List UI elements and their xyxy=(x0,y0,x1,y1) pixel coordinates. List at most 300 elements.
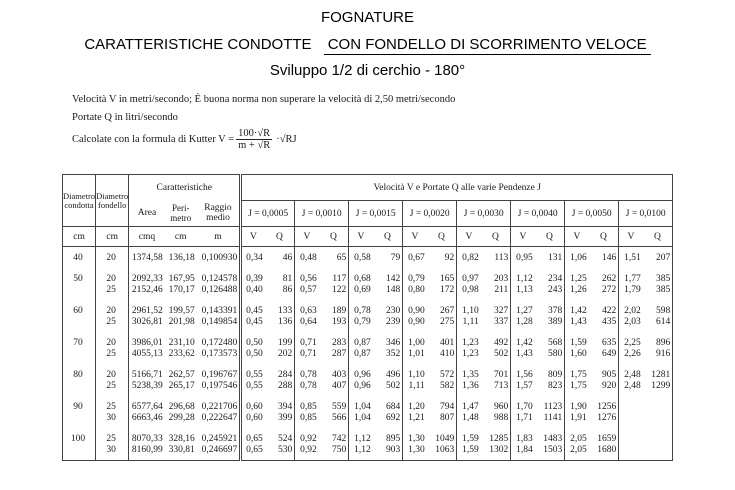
cell-velocita: 0,45 xyxy=(246,306,263,316)
cell-velocita: 2,03 xyxy=(624,317,641,327)
cell-portata: 1302 xyxy=(489,445,509,455)
header-v: V xyxy=(241,227,265,247)
cell-velocita: 0,85 xyxy=(300,413,317,423)
cell-diametro: 90 xyxy=(73,402,83,412)
cell-portata: 701 xyxy=(493,370,509,380)
cell-velocita: 1,71 xyxy=(516,413,533,423)
cell-velocita: 1,25 xyxy=(570,274,587,284)
unit-cmq: cmq xyxy=(129,227,165,247)
cell-velocita: 1,42 xyxy=(570,306,587,316)
cell-portata: 352 xyxy=(385,349,401,359)
unit-cm: cm xyxy=(63,227,96,247)
cell-portata: 275 xyxy=(439,317,455,327)
cell-perimetro: 233,62 xyxy=(168,349,195,359)
cell-perimetro: 170,17 xyxy=(168,285,195,295)
cell-velocita: 0,96 xyxy=(354,381,371,391)
cell-velocita: 0,98 xyxy=(462,285,479,295)
cell-portata: 988 xyxy=(493,413,509,423)
cell-raggio: 0,222647 xyxy=(201,413,238,423)
cell-portata: 172 xyxy=(439,285,455,295)
cell-perimetro: 136,18 xyxy=(168,253,195,263)
cell-velocita: 0,79 xyxy=(354,317,371,327)
cell-portata: 807 xyxy=(439,413,455,423)
cell-portata: 189 xyxy=(331,306,347,316)
cell-raggio: 0,196767 xyxy=(201,370,238,380)
subtitle-left: CARATTERISTICHE CONDOTTE xyxy=(84,36,312,53)
cell-portata: 165 xyxy=(439,274,455,284)
cell-portata: 895 xyxy=(385,434,401,444)
cell-velocita: 0,87 xyxy=(354,349,371,359)
cell-velocita: 0,95 xyxy=(516,253,533,263)
formula-tail: ·√RJ xyxy=(276,134,297,145)
cell-portata: 435 xyxy=(601,317,617,327)
cell-portata: 524 xyxy=(277,434,293,444)
cell-area: 8070,33 xyxy=(131,434,163,444)
cell-raggio: 0,173573 xyxy=(201,349,238,359)
cell-raggio: 0,124578 xyxy=(201,274,238,284)
table-row xyxy=(63,364,673,396)
cell-velocita: 1,83 xyxy=(516,434,533,444)
cell-area: 5166,71 xyxy=(131,370,163,380)
subtitle-right: CON FONDELLO DI SCORRIMENTO VELOCE xyxy=(324,36,651,55)
cell-velocita: 0,78 xyxy=(300,370,317,380)
cell-fondello: 30 xyxy=(106,445,116,455)
cell-portata: 117 xyxy=(332,274,347,284)
header-v: V xyxy=(457,227,481,247)
cell-diametro: 40 xyxy=(73,253,83,263)
cell-area: 4055,13 xyxy=(131,349,163,359)
cell-velocita: 0,57 xyxy=(300,285,317,295)
cell-portata: 142 xyxy=(385,274,401,284)
cell-portata: 598 xyxy=(655,306,671,316)
cell-diametro: 80 xyxy=(73,370,83,380)
cell-velocita: 1,59 xyxy=(462,434,479,444)
cell-portata: 568 xyxy=(547,338,563,348)
header-perimetro: Peri-metro xyxy=(165,201,197,227)
cell-velocita: 1,42 xyxy=(516,338,533,348)
cell-velocita: 1,13 xyxy=(516,285,533,295)
cell-raggio: 0,149854 xyxy=(201,317,238,327)
cell-velocita: 0,39 xyxy=(246,274,263,284)
cell-portata: 502 xyxy=(493,349,509,359)
cell-velocita: 1,23 xyxy=(462,349,479,359)
page-subtitle-2: Sviluppo 1/2 di cerchio - 180° xyxy=(269,62,466,79)
table-row xyxy=(63,396,673,428)
cell-velocita: 0,71 xyxy=(300,338,317,348)
cell-portata: 905 xyxy=(601,370,617,380)
cell-velocita: 1,36 xyxy=(462,381,479,391)
cell-portata: 346 xyxy=(385,338,401,348)
cell-portata: 230 xyxy=(385,306,401,316)
cell-velocita: 1,00 xyxy=(408,338,425,348)
cell-velocita: 1,27 xyxy=(516,306,533,316)
cell-raggio: 0,172480 xyxy=(201,338,238,348)
cell-velocita: 1,57 xyxy=(516,381,533,391)
cell-portata: 46 xyxy=(282,253,293,263)
header-q: Q xyxy=(319,227,349,247)
cell-velocita: 1,90 xyxy=(570,402,587,412)
cell-portata: 903 xyxy=(385,445,401,455)
cell-velocita: 0,79 xyxy=(408,274,425,284)
cell-velocita: 1,10 xyxy=(462,306,479,316)
cell-portata: 1123 xyxy=(543,402,563,412)
header-raggio: Raggio medio xyxy=(197,201,241,227)
cell-velocita: 1,77 xyxy=(624,274,641,284)
header-slope: J = 0,0050 xyxy=(565,201,619,227)
cell-area: 6577,64 xyxy=(131,402,163,412)
cell-velocita: 1,06 xyxy=(570,253,587,263)
page-subtitle xyxy=(0,36,735,53)
cell-portata: 234 xyxy=(547,274,563,284)
cell-velocita: 1,11 xyxy=(408,381,425,391)
cell-fondello: 20 xyxy=(106,306,116,316)
cell-portata: 267 xyxy=(439,306,455,316)
header-slope: J = 0,0010 xyxy=(295,201,349,227)
cell-velocita: 0,78 xyxy=(300,381,317,391)
cell-portata: 1659 xyxy=(597,434,617,444)
cell-velocita: 1,56 xyxy=(516,370,533,380)
cell-velocita: 1,30 xyxy=(408,434,425,444)
unit-perimeter: cm xyxy=(165,227,197,247)
formula-prefix: Calcolate con la formula di Kutter V = xyxy=(72,134,235,145)
cell-portata: 410 xyxy=(439,349,455,359)
cell-portata: 243 xyxy=(547,285,563,295)
cell-portata: 122 xyxy=(331,285,347,295)
cell-fondello: 20 xyxy=(106,274,116,284)
cell-velocita: 1,35 xyxy=(462,370,479,380)
cell-portata: 146 xyxy=(601,253,617,263)
note-formula xyxy=(72,128,297,151)
cell-portata: 684 xyxy=(385,402,401,412)
cell-velocita: 2,48 xyxy=(624,381,641,391)
cell-fondello: 25 xyxy=(106,402,116,412)
cell-raggio: 0,126488 xyxy=(201,285,238,295)
cell-portata: 1276 xyxy=(597,413,617,423)
cell-velocita: 0,80 xyxy=(408,285,425,295)
cell-velocita: 0,78 xyxy=(354,306,371,316)
cell-raggio: 0,246697 xyxy=(201,445,238,455)
cell-portata: 81 xyxy=(282,274,293,284)
cell-fondello: 20 xyxy=(106,370,116,380)
cell-portata: 327 xyxy=(493,306,509,316)
header-caratteristiche: Caratteristiche xyxy=(129,175,241,201)
table-row xyxy=(63,332,673,364)
formula-fraction xyxy=(236,128,272,151)
cell-portata: 92 xyxy=(444,253,455,263)
cell-velocita: 0,97 xyxy=(462,274,479,284)
cell-area: 1374,58 xyxy=(131,253,163,263)
cell-portata: 399 xyxy=(277,413,293,423)
cell-velocita: 2,48 xyxy=(624,370,641,380)
cell-velocita: 1,48 xyxy=(462,413,479,423)
cell-fondello: 25 xyxy=(106,285,116,295)
unit-cm-fondello: cm xyxy=(96,227,129,247)
cell-area: 6663,46 xyxy=(131,413,163,423)
cell-area: 3986,01 xyxy=(131,338,163,348)
cell-portata: 1256 xyxy=(597,402,617,412)
header-slope: J = 0,0030 xyxy=(457,201,511,227)
cell-portata: 809 xyxy=(547,370,563,380)
cell-velocita: 1,84 xyxy=(516,445,533,455)
header-q: Q xyxy=(373,227,403,247)
table-row xyxy=(63,268,673,300)
cell-perimetro: 296,68 xyxy=(168,402,195,412)
header-slope: J = 0,0015 xyxy=(349,201,403,227)
cell-velocita: 1,70 xyxy=(516,402,533,412)
cell-portata: 496 xyxy=(385,370,401,380)
header-q: Q xyxy=(643,227,673,247)
cell-velocita: 0,90 xyxy=(408,317,425,327)
cell-portata: 199 xyxy=(277,338,293,348)
cell-portata: 794 xyxy=(439,402,455,412)
header-slope: J = 0,0005 xyxy=(241,201,295,227)
cell-portata: 136 xyxy=(277,317,293,327)
cell-portata: 131 xyxy=(547,253,563,263)
cell-velocita: 0,58 xyxy=(354,253,371,263)
cell-portata: 614 xyxy=(655,317,671,327)
cell-diametro: 60 xyxy=(73,306,83,316)
cell-portata: 272 xyxy=(601,285,617,295)
cell-velocita: 0,34 xyxy=(246,253,263,263)
cell-perimetro: 201,98 xyxy=(168,317,195,327)
cell-velocita: 1,12 xyxy=(516,274,533,284)
cell-raggio: 0,143391 xyxy=(201,306,238,316)
cell-diametro: 100 xyxy=(70,434,86,444)
cell-velocita: 1,12 xyxy=(354,434,371,444)
cell-area: 8160,99 xyxy=(131,445,163,455)
cell-velocita: 1,47 xyxy=(462,402,479,412)
cell-portata: 502 xyxy=(385,381,401,391)
cell-velocita: 0,82 xyxy=(462,253,479,263)
cell-raggio: 0,100930 xyxy=(201,253,238,263)
cell-portata: 649 xyxy=(601,349,617,359)
header-diam-condotta: Diametro condotta xyxy=(63,175,96,227)
cell-velocita: 0,45 xyxy=(246,317,263,327)
cell-fondello: 25 xyxy=(106,317,116,327)
formula-denominator: m + √R xyxy=(238,140,271,151)
cell-velocita: 0,63 xyxy=(300,306,317,316)
cell-velocita: 1,11 xyxy=(462,317,479,327)
cell-portata: 920 xyxy=(601,381,617,391)
header-velocita: Velocità V e Portate Q alle varie Pendenze J xyxy=(241,175,673,201)
cell-portata: 960 xyxy=(493,402,509,412)
cell-velocita: 2,05 xyxy=(570,445,587,455)
header-slope: J = 0,0100 xyxy=(619,201,673,227)
cell-perimetro: 328,16 xyxy=(168,434,195,444)
cell-portata: 203 xyxy=(493,274,509,284)
cell-velocita: 1,60 xyxy=(570,349,587,359)
cell-velocita: 0,65 xyxy=(246,434,263,444)
cell-perimetro: 167,95 xyxy=(168,274,195,284)
cell-portata: 1141 xyxy=(543,413,563,423)
cell-area: 3026,81 xyxy=(131,317,163,327)
cell-velocita: 0,64 xyxy=(300,317,317,327)
cell-portata: 385 xyxy=(655,285,671,295)
cell-velocita: 0,40 xyxy=(246,285,263,295)
cell-velocita: 2,26 xyxy=(624,349,641,359)
cell-perimetro: 330,81 xyxy=(168,445,195,455)
header-v: V xyxy=(349,227,373,247)
cell-portata: 288 xyxy=(277,381,293,391)
cell-velocita: 0,50 xyxy=(246,349,263,359)
cell-diametro: 70 xyxy=(73,338,83,348)
cell-area: 2961,52 xyxy=(131,306,163,316)
cell-portata: 492 xyxy=(493,338,509,348)
cell-portata: 916 xyxy=(655,349,671,359)
cell-velocita: 1,59 xyxy=(570,338,587,348)
header-v: V xyxy=(511,227,535,247)
cell-portata: 202 xyxy=(277,349,293,359)
cell-portata: 713 xyxy=(493,381,509,391)
table-row xyxy=(63,247,673,269)
header-q: Q xyxy=(589,227,619,247)
cell-fondello: 20 xyxy=(106,338,116,348)
header-slope: J = 0,0020 xyxy=(403,201,457,227)
cell-velocita: 1,59 xyxy=(462,445,479,455)
cell-velocita: 1,91 xyxy=(570,413,587,423)
cell-velocita: 1,10 xyxy=(408,370,425,380)
cell-velocita: 0,55 xyxy=(246,370,263,380)
table-row xyxy=(63,300,673,332)
note-flow: Portate Q in litri/secondo xyxy=(72,112,178,123)
header-diam-fondello: Diametro fondello xyxy=(96,175,129,227)
cell-portata: 284 xyxy=(277,370,293,380)
cell-portata: 530 xyxy=(277,445,293,455)
cell-velocita: 0,60 xyxy=(246,413,263,423)
cell-velocita: 0,69 xyxy=(354,285,371,295)
cell-area: 5238,39 xyxy=(131,381,163,391)
pipe-characteristics-table xyxy=(62,174,673,461)
header-v: V xyxy=(619,227,643,247)
cell-velocita: 0,92 xyxy=(300,445,317,455)
cell-fondello: 25 xyxy=(106,434,116,444)
cell-perimetro: 299,28 xyxy=(168,413,195,423)
cell-velocita: 1,75 xyxy=(570,370,587,380)
cell-velocita: 0,71 xyxy=(300,349,317,359)
cell-velocita: 0,68 xyxy=(354,274,371,284)
header-area: Area xyxy=(129,201,165,227)
table-row xyxy=(63,428,673,461)
cell-velocita: 1,43 xyxy=(570,317,587,327)
cell-velocita: 0,65 xyxy=(246,445,263,455)
cell-velocita: 0,90 xyxy=(408,306,425,316)
cell-portata: 394 xyxy=(277,402,293,412)
cell-velocita: 1,20 xyxy=(408,402,425,412)
cell-portata: 823 xyxy=(547,381,563,391)
cell-raggio: 0,245921 xyxy=(201,434,238,444)
cell-raggio: 0,197546 xyxy=(201,381,238,391)
cell-portata: 133 xyxy=(277,306,293,316)
cell-velocita: 0,60 xyxy=(246,402,263,412)
cell-portata: 407 xyxy=(331,381,347,391)
cell-portata: 1285 xyxy=(489,434,509,444)
cell-velocita: 1,79 xyxy=(624,285,641,295)
cell-velocita: 1,75 xyxy=(570,381,587,391)
cell-portata: 1483 xyxy=(543,434,563,444)
header-slope: J = 0,0040 xyxy=(511,201,565,227)
cell-portata: 1503 xyxy=(543,445,563,455)
note-velocity: Velocità V in metri/secondo; È buona norma non superare la velocità di 2,50 metri/secondo xyxy=(72,94,456,105)
cell-portata: 1281 xyxy=(651,370,671,380)
cell-portata: 750 xyxy=(331,445,347,455)
cell-portata: 692 xyxy=(385,413,401,423)
cell-portata: 896 xyxy=(655,338,671,348)
cell-portata: 239 xyxy=(385,317,401,327)
header-q: Q xyxy=(265,227,295,247)
cell-velocita: 1,43 xyxy=(516,349,533,359)
cell-velocita: 0,55 xyxy=(246,381,263,391)
header-q: Q xyxy=(427,227,457,247)
cell-portata: 337 xyxy=(493,317,509,327)
cell-portata: 283 xyxy=(331,338,347,348)
cell-portata: 262 xyxy=(601,274,617,284)
cell-velocita: 0,48 xyxy=(300,253,317,263)
cell-fondello: 20 xyxy=(106,253,116,263)
cell-portata: 566 xyxy=(331,413,347,423)
unit-m: m xyxy=(197,227,241,247)
cell-velocita: 0,50 xyxy=(246,338,263,348)
cell-velocita: 1,01 xyxy=(408,349,425,359)
cell-velocita: 1,30 xyxy=(408,445,425,455)
cell-portata: 113 xyxy=(494,253,509,263)
cell-velocita: 0,92 xyxy=(300,434,317,444)
cell-perimetro: 265,17 xyxy=(168,381,195,391)
cell-portata: 1063 xyxy=(435,445,455,455)
cell-portata: 422 xyxy=(601,306,617,316)
cell-velocita: 1,21 xyxy=(408,413,425,423)
cell-velocita: 0,56 xyxy=(300,274,317,284)
cell-portata: 403 xyxy=(331,370,347,380)
cell-velocita: 1,12 xyxy=(354,445,371,455)
cell-velocita: 1,04 xyxy=(354,402,371,412)
cell-portata: 378 xyxy=(547,306,563,316)
cell-velocita: 1,28 xyxy=(516,317,533,327)
cell-velocita: 0,96 xyxy=(354,370,371,380)
cell-area: 2092,33 xyxy=(131,274,163,284)
cell-velocita: 0,87 xyxy=(354,338,371,348)
cell-portata: 742 xyxy=(331,434,347,444)
cell-fondello: 25 xyxy=(106,349,116,359)
cell-portata: 65 xyxy=(336,253,347,263)
cell-portata: 287 xyxy=(331,349,347,359)
cell-portata: 1049 xyxy=(435,434,455,444)
cell-portata: 1299 xyxy=(651,381,671,391)
cell-velocita: 1,26 xyxy=(570,285,587,295)
cell-portata: 207 xyxy=(655,253,671,263)
cell-portata: 385 xyxy=(655,274,671,284)
header-v: V xyxy=(295,227,319,247)
header-q: Q xyxy=(481,227,511,247)
cell-portata: 559 xyxy=(331,402,347,412)
cell-velocita: 1,04 xyxy=(354,413,371,423)
cell-velocita: 1,23 xyxy=(462,338,479,348)
cell-portata: 401 xyxy=(439,338,455,348)
cell-portata: 148 xyxy=(385,285,401,295)
cell-fondello: 25 xyxy=(106,381,116,391)
cell-portata: 635 xyxy=(601,338,617,348)
header-v: V xyxy=(565,227,589,247)
cell-velocita: 2,25 xyxy=(624,338,641,348)
cell-fondello: 30 xyxy=(106,413,116,423)
cell-velocita: 2,05 xyxy=(570,434,587,444)
cell-area: 2152,46 xyxy=(131,285,163,295)
cell-velocita: 0,67 xyxy=(408,253,425,263)
cell-portata: 572 xyxy=(439,370,455,380)
header-v: V xyxy=(403,227,427,247)
cell-velocita: 0,85 xyxy=(300,402,317,412)
cell-portata: 582 xyxy=(439,381,455,391)
cell-portata: 580 xyxy=(547,349,563,359)
